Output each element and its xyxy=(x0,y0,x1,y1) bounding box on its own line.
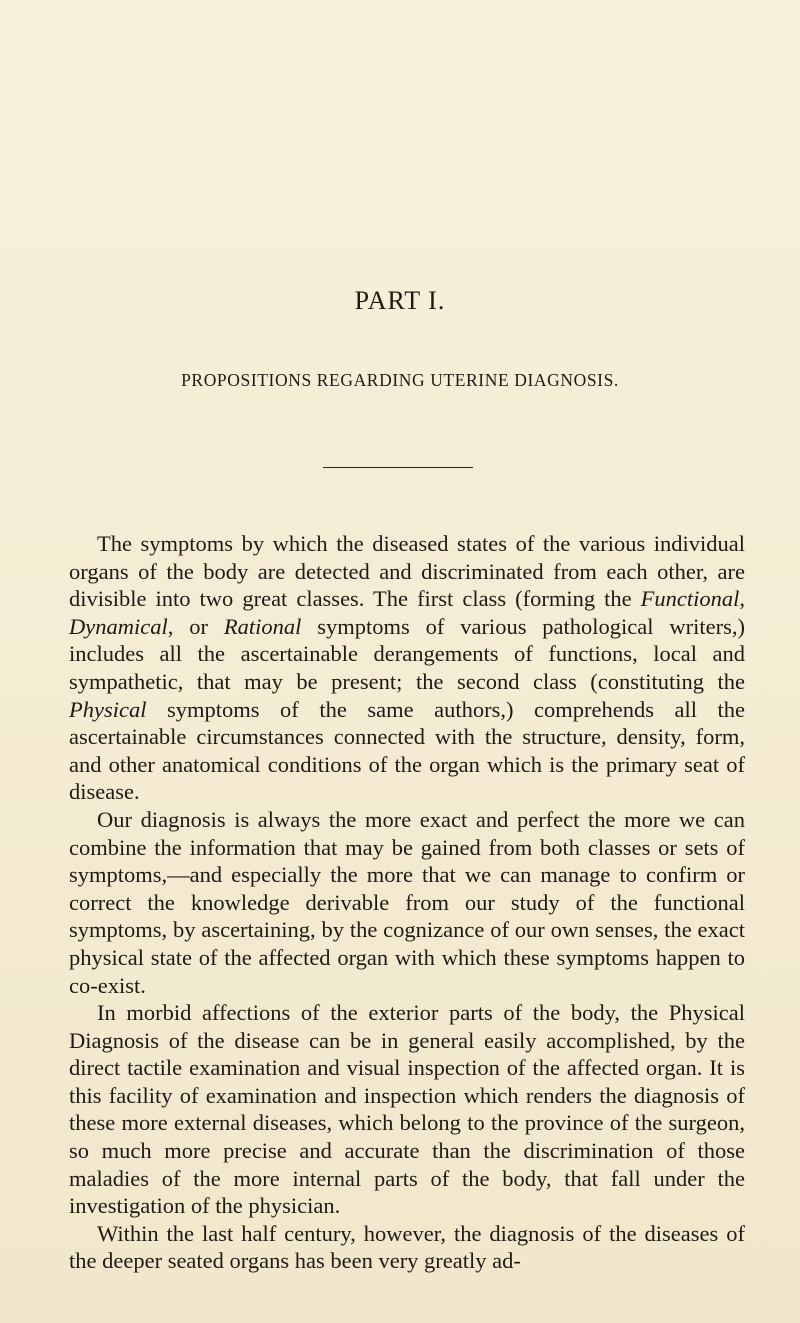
italic-term: Physical xyxy=(69,696,147,722)
paragraph xyxy=(69,1220,745,1275)
part-title: PART I. xyxy=(354,286,446,315)
italic-term: Rational xyxy=(223,613,302,639)
italic-term: Functional xyxy=(640,586,740,612)
text-run: In morbid affections of the exterior parts of the body, the Physical Diagnosis of the disease can be in general easily accomplished, by the direct tactile examination and visual inspection of the affected organ. It is this facility of examination and inspection which renders the diagnosis of these more external diseases, which belong to the province of the surgeon, so much more precise and accurate than the discrimination of those maladies of the more internal parts of the body, that fall under the investigation of the physician. xyxy=(69,1000,745,1219)
paragraph xyxy=(69,806,745,999)
text-run: symptoms of the same authors,) comprehends all the ascertainable circumstances connected with the structure, density, form, and other anatomical conditions of the organ which is the primary seat of disease. xyxy=(69,696,745,805)
italic-term: Dynamical xyxy=(69,613,168,639)
paragraph xyxy=(69,999,745,1220)
text-run: Within the last half century, however, the diagnosis of the diseases of the deeper seated organs has been very greatly ad- xyxy=(69,1220,745,1274)
text-run: Our diagnosis is always the more exact and perfect the more we can combine the information that may be gained from both classes or sets of symptoms,—and especially the more that we can manage to confirm or correct the knowledge derivable from our study of the functional symptoms, by ascertaining, by the cognizance of our own senses, the exact physical state of the affected organ with which these symptoms happen to co-exist. xyxy=(69,806,745,998)
section-title: PROPOSITIONS REGARDING UTERINE DIAGNOSIS. xyxy=(181,370,619,390)
text-run: , xyxy=(739,586,745,612)
body-text xyxy=(69,530,745,1275)
paragraph xyxy=(69,530,745,806)
text-run: , or xyxy=(167,613,224,639)
text-run: symptoms of various pathological writers,) includes all the ascertainable derangements of functions, local and sympathetic, that may be present; the second class (constituting the xyxy=(69,613,745,694)
text-run: The symptoms by which the diseased states of the various individual organs of the body are detected and discriminated from each other, are divisible into two great classes. The first class (forming the xyxy=(69,531,745,612)
section-divider xyxy=(323,467,473,468)
